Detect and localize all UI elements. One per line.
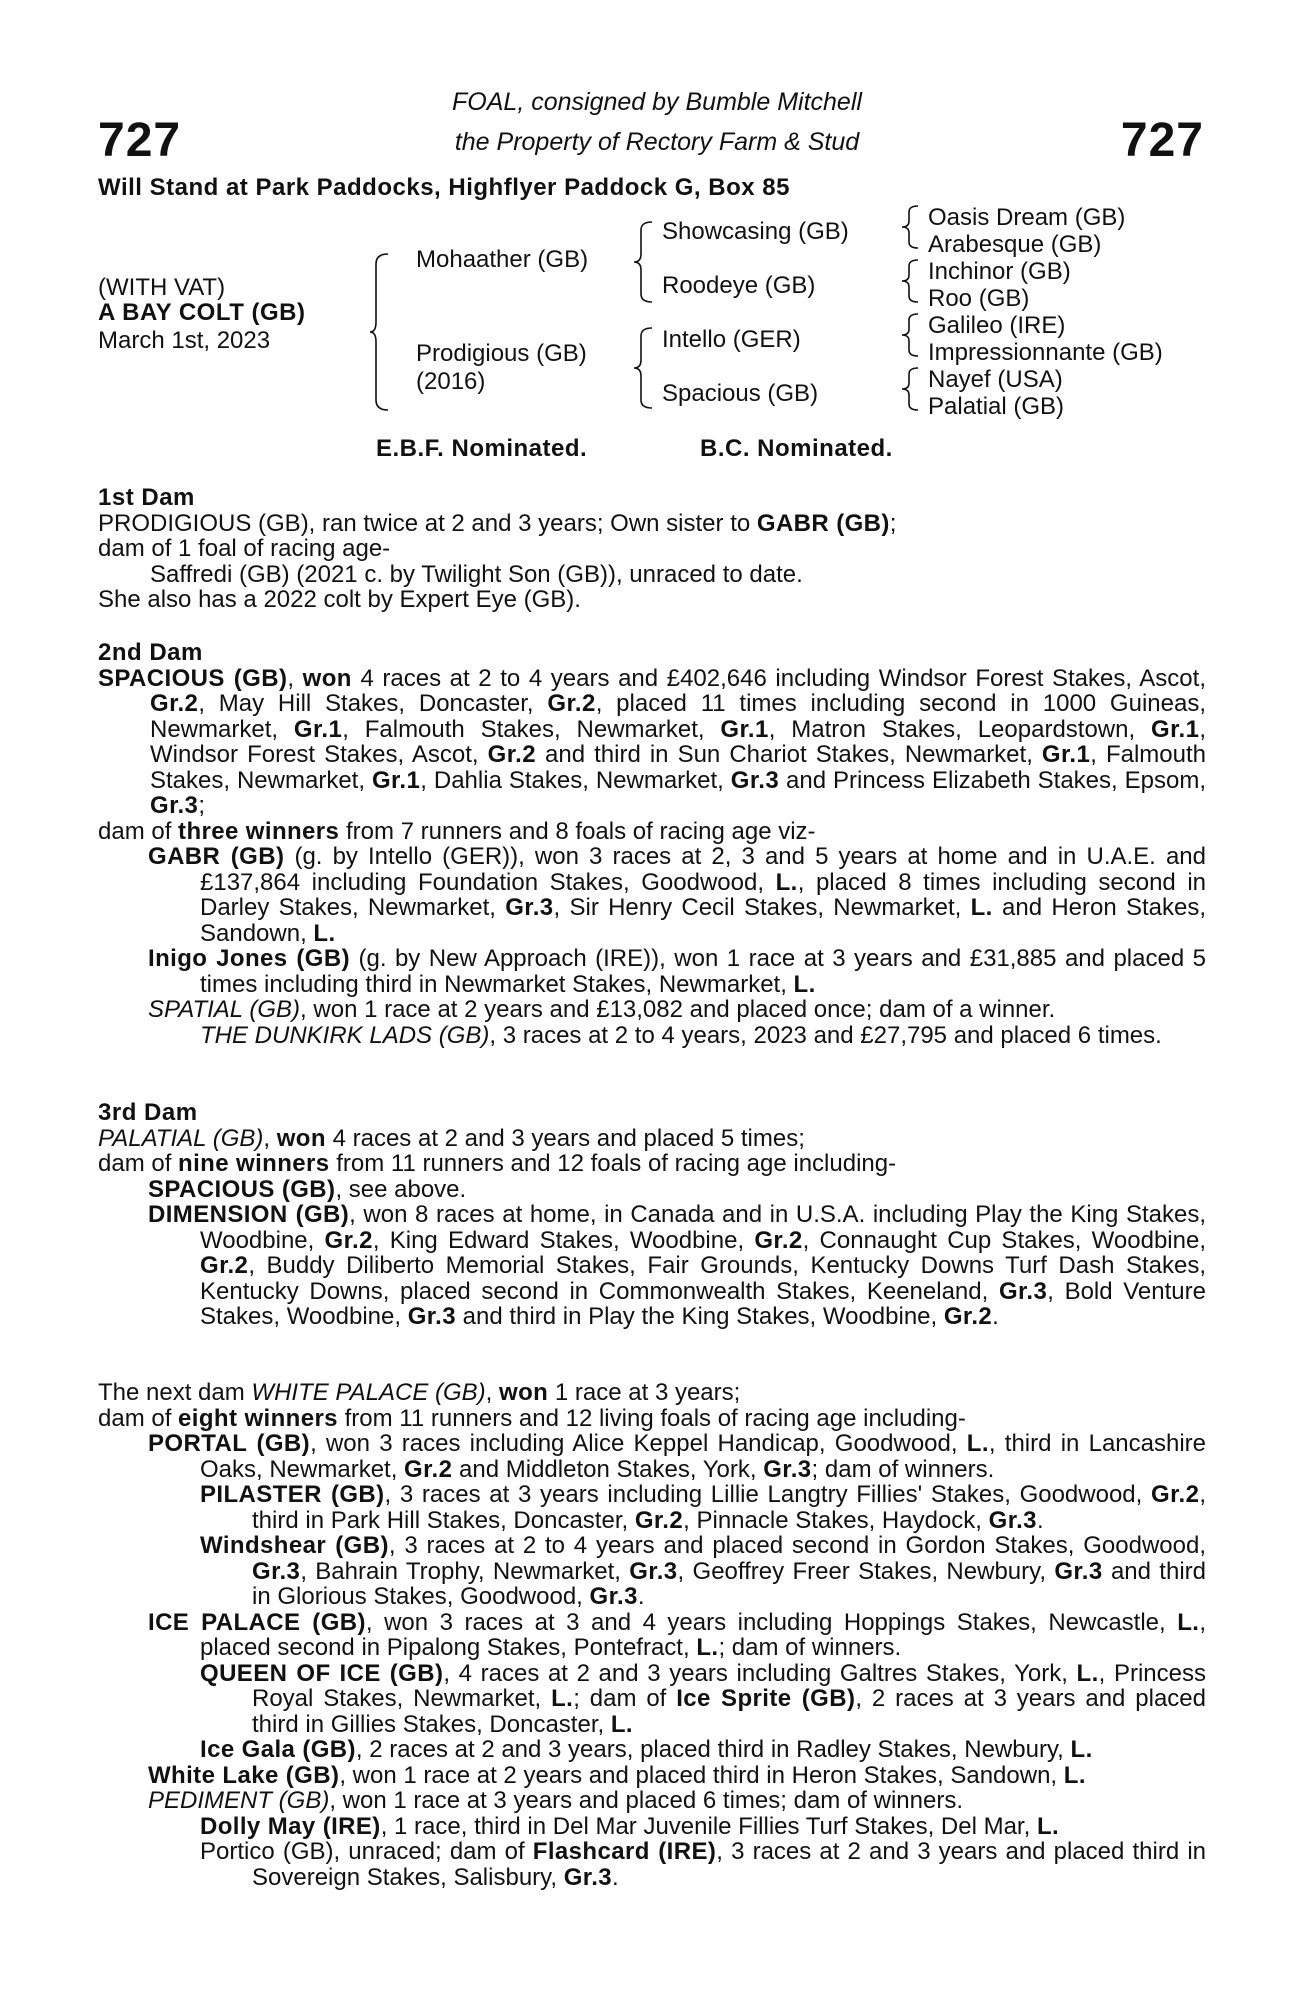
produce-portal: PORTAL (GB), won 3 races including Alice Keppel Handicap, Goodwood, L., third in Lancashire Oaks, Newmarket, Gr.2 and Middleton Stakes, York, Gr.3; dam of winners.	[148, 1430, 1207, 1483]
produce-inigo-jones: Inigo Jones (GB) (g. by New Approach (IRE)), won 1 race at 3 years and £31,885 and placed 5 times including third in Newmarket Stakes, Newmarket, L.	[148, 945, 1206, 998]
first-dam-note: She also has a 2022 colt by Expert Eye (GB).	[98, 586, 581, 613]
pedigree-gen3-5: Galileo (IRE)	[928, 312, 1066, 339]
pedigree-sire-dam: Roodeye (GB)	[662, 272, 816, 299]
next-dam-section	[98, 1380, 1206, 1890]
produce-gabr: GABR (GB) (g. by Intello (GER)), won 3 races at 2, 3 and 5 years at home and in U.A.E. and £137,864 including Foundation Stakes, Goodwood, L., placed 8 times including second in Darley Stakes, Newmarket, Gr.3, Sir Henry Cecil Stakes, Newmarket, L. and Heron Stakes, Sandown, L.	[148, 843, 1207, 947]
first-dam-heading: 1st Dam	[98, 484, 195, 511]
second-dam-heading: 2nd Dam	[98, 639, 203, 666]
horse-name: A BAY COLT (GB)	[98, 299, 306, 326]
produce-dimension: DIMENSION (GB), won 8 races at home, in Canada and in U.S.A. including Play the King Stakes, Woodbine, Gr.2, King Edward Stakes, Woodbine, Gr.2, Connaught Cup Stakes, Woodbine, Gr.2, Buddy Diliberto Memorial Stakes, Fair Grounds, Kentucky Downs Turf Dash Stakes, Kentucky Downs, placed second in Commonwealth Stakes, Keeneland, Gr.3, Bold Venture Stakes, Woodbine, Gr.3 and third in Play the King Stakes, Woodbine, Gr.2.	[148, 1201, 1206, 1330]
pedigree-gen3-3: Inchinor (GB)	[928, 258, 1071, 285]
produce-spacious: SPACIOUS (GB), see above.	[148, 1175, 467, 1203]
pedigree-dam-dam: Spacious (GB)	[662, 380, 819, 407]
foaling-date: March 1st, 2023	[98, 327, 271, 354]
pedigree-brace-sd	[900, 258, 920, 304]
pedigree-brace-dd	[900, 366, 920, 412]
produce-queen-of-ice: QUEEN OF ICE (GB), 4 races at 2 and 3 years including Galtres Stakes, York, L., Princess Royal Stakes, Newmarket, L.; dam of Ice Sprite (GB), 2 races at 3 years and placed third in Gillies Stakes, Doncaster, L.	[200, 1659, 1207, 1738]
lot-number-right: 727	[1120, 114, 1204, 167]
pedigree-gen3-4: Roo (GB)	[928, 285, 1030, 312]
first-dam-section	[98, 485, 1206, 613]
produce-pediment: PEDIMENT (GB), won 1 race at 3 years and placed 6 times; dam of winners.	[148, 1787, 963, 1814]
pedigree-sire-sire: Showcasing (GB)	[662, 218, 849, 245]
second-dam-record: SPACIOUS (GB), won 4 races at 2 to 4 years and £402,646 including Windsor Forest Stakes, Ascot, Gr.2, May Hill Stakes, Doncaster, Gr.2, placed 11 times including second in 1000 Guineas, Newmarket, Gr.1, Falmouth Stakes, Newmarket, Gr.1, Matron Stakes, Leopardstown, Gr.1, Windsor Forest Stakes, Ascot, Gr.2 and third in Sun Chariot Stakes, Newmarket, Gr.1, Falmouth Stakes, Newmarket, Gr.1, Dahlia Stakes, Newmarket, Gr.3 and Princess Elizabeth Stakes, Epsom, Gr.3;	[98, 664, 1207, 819]
produce-dolly-may: Dolly May (IRE), 1 race, third in Del Mar Juvenile Fillies Turf Stakes, Del Mar, L.	[200, 1812, 1060, 1840]
pedigree-dam-year: (2016)	[416, 368, 486, 395]
pedigree-brace-dam	[632, 326, 654, 410]
lot-number-left: 727	[98, 114, 182, 167]
produce-ice-gala: Ice Gala (GB), 2 races at 2 and 3 years, placed third in Radley Stakes, Newbury, L.	[200, 1736, 1093, 1763]
second-dam-produce-line: dam of three winners from 7 runners and 8 foals of racing age viz-	[98, 817, 816, 845]
third-dam-produce-line: dam of nine winners from 11 runners and 12 foals of racing age including-	[98, 1150, 897, 1177]
ebf-nominated: E.B.F. Nominated.	[376, 435, 588, 462]
pedigree-gen3-7: Nayef (USA)	[928, 366, 1063, 393]
produce-spatial: SPATIAL (GB), won 1 race at 2 years and £13,082 and placed once; dam of a winner.	[148, 996, 1056, 1023]
produce-the-dunkirk-lads: THE DUNKIRK LADS (GB), 3 races at 2 to 4 years, 2023 and £27,795 and placed 6 times.	[200, 1021, 1162, 1049]
pedigree-gen3-6: Impressionnante (GB)	[928, 339, 1163, 366]
next-dam-record: The next dam WHITE PALACE (GB), won 1 race at 3 years;	[98, 1379, 741, 1406]
vat-note: (WITH VAT)	[98, 274, 226, 301]
pedigree-gen3-2: Arabesque (GB)	[928, 231, 1102, 258]
bc-nominated: B.C. Nominated.	[700, 435, 893, 462]
third-dam-record: PALATIAL (GB), won 4 races at 2 and 3 years and placed 5 times;	[98, 1124, 805, 1152]
third-dam-heading: 3rd Dam	[98, 1099, 198, 1126]
pedigree-brace-sire	[632, 220, 654, 304]
produce-ice-palace: ICE PALACE (GB), won 3 races at 3 and 4 years including Hoppings Stakes, Newcastle, L., placed second in Pipalong Stakes, Pontefract, L.; dam of winners.	[148, 1608, 1207, 1661]
pedigree-gen3-8: Palatial (GB)	[928, 393, 1065, 420]
consignor-line: FOAL, consigned by Bumble Mitchell	[452, 88, 862, 116]
pedigree-gen3-1: Oasis Dream (GB)	[928, 204, 1126, 231]
produce-portico: Portico (GB), unraced; dam of Flashcard (IRE), 3 races at 2 and 3 years and placed third in Sovereign Stakes, Salisbury, Gr.3.	[200, 1838, 1207, 1891]
produce-pilaster: PILASTER (GB), 3 races at 3 years including Lillie Langtry Fillies' Stakes, Goodwood, Gr.2, third in Park Hill Stakes, Doncaster, Gr.2, Pinnacle Stakes, Haydock, Gr.3.	[200, 1481, 1206, 1534]
next-dam-produce-line: dam of eight winners from 11 runners and 12 living foals of racing age including-	[98, 1404, 966, 1432]
pedigree-brace-gen1	[368, 252, 390, 412]
pedigree-brace-ds	[900, 312, 920, 358]
stand-location: Will Stand at Park Paddocks, Highflyer Paddock G, Box 85	[98, 174, 790, 201]
first-dam-foal: Saffredi (GB) (2021 c. by Twilight Son (GB)), unraced to date.	[150, 560, 803, 588]
property-line: the Property of Rectory Farm & Stud	[454, 128, 860, 156]
pedigree-dam: Prodigious (GB)	[416, 340, 587, 367]
second-dam-section	[98, 640, 1206, 1048]
pedigree-dam-sire: Intello (GER)	[662, 326, 801, 353]
pedigree-sire: Mohaather (GB)	[416, 246, 589, 273]
produce-windshear: Windshear (GB), 3 races at 2 to 4 years and placed second in Gordon Stakes, Goodwood, Gr.3, Bahrain Trophy, Newmarket, Gr.3, Geoffrey Freer Stakes, Newbury, Gr.3 and third in Glorious Stakes, Goodwood, Gr.3.	[200, 1532, 1206, 1610]
first-dam-produce-line: dam of 1 foal of racing age-	[98, 535, 391, 562]
produce-white-lake: White Lake (GB), won 1 race at 2 years and placed third in Heron Stakes, Sandown, L.	[148, 1761, 1086, 1789]
pedigree-brace-ss	[900, 204, 920, 250]
third-dam-section	[98, 1100, 1206, 1330]
first-dam-line: PRODIGIOUS (GB), ran twice at 2 and 3 years; Own sister to GABR (GB);	[98, 509, 897, 537]
